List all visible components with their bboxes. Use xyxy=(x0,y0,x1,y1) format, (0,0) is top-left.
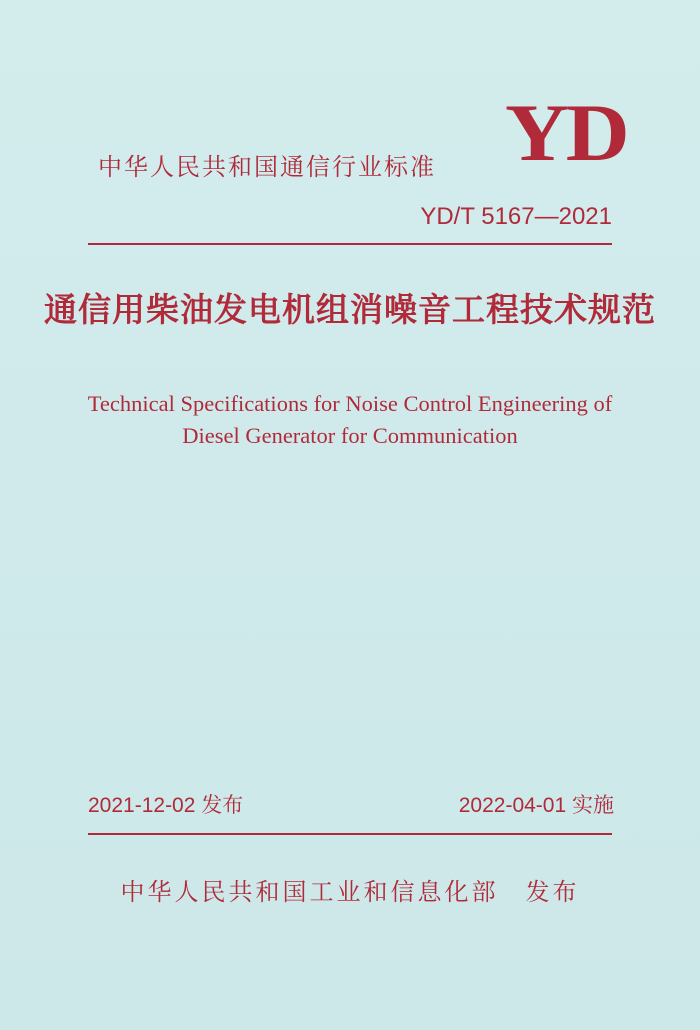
top-divider xyxy=(88,243,612,245)
publisher: 中华人民共和国工业和信息化部 发布 xyxy=(120,878,580,906)
title-chinese: 通信用柴油发电机组消噪音工程技术规范 xyxy=(44,290,656,329)
effective-date: 2022-04-01 实施 xyxy=(458,794,614,817)
bottom-divider xyxy=(88,833,612,835)
yd-logo: YD xyxy=(505,87,627,178)
standard-category: 中华人民共和国通信行业标准 xyxy=(98,153,436,181)
title-english xyxy=(0,388,700,452)
issue-date: 2021-12-02 发布 xyxy=(88,794,244,817)
standard-number: YD/T 5167—2021 xyxy=(420,203,612,230)
title-english-line-2: Diesel Generator for Communication xyxy=(182,423,518,448)
title-english-line-1: Technical Specifications for Noise Control Engineering of xyxy=(87,391,613,416)
